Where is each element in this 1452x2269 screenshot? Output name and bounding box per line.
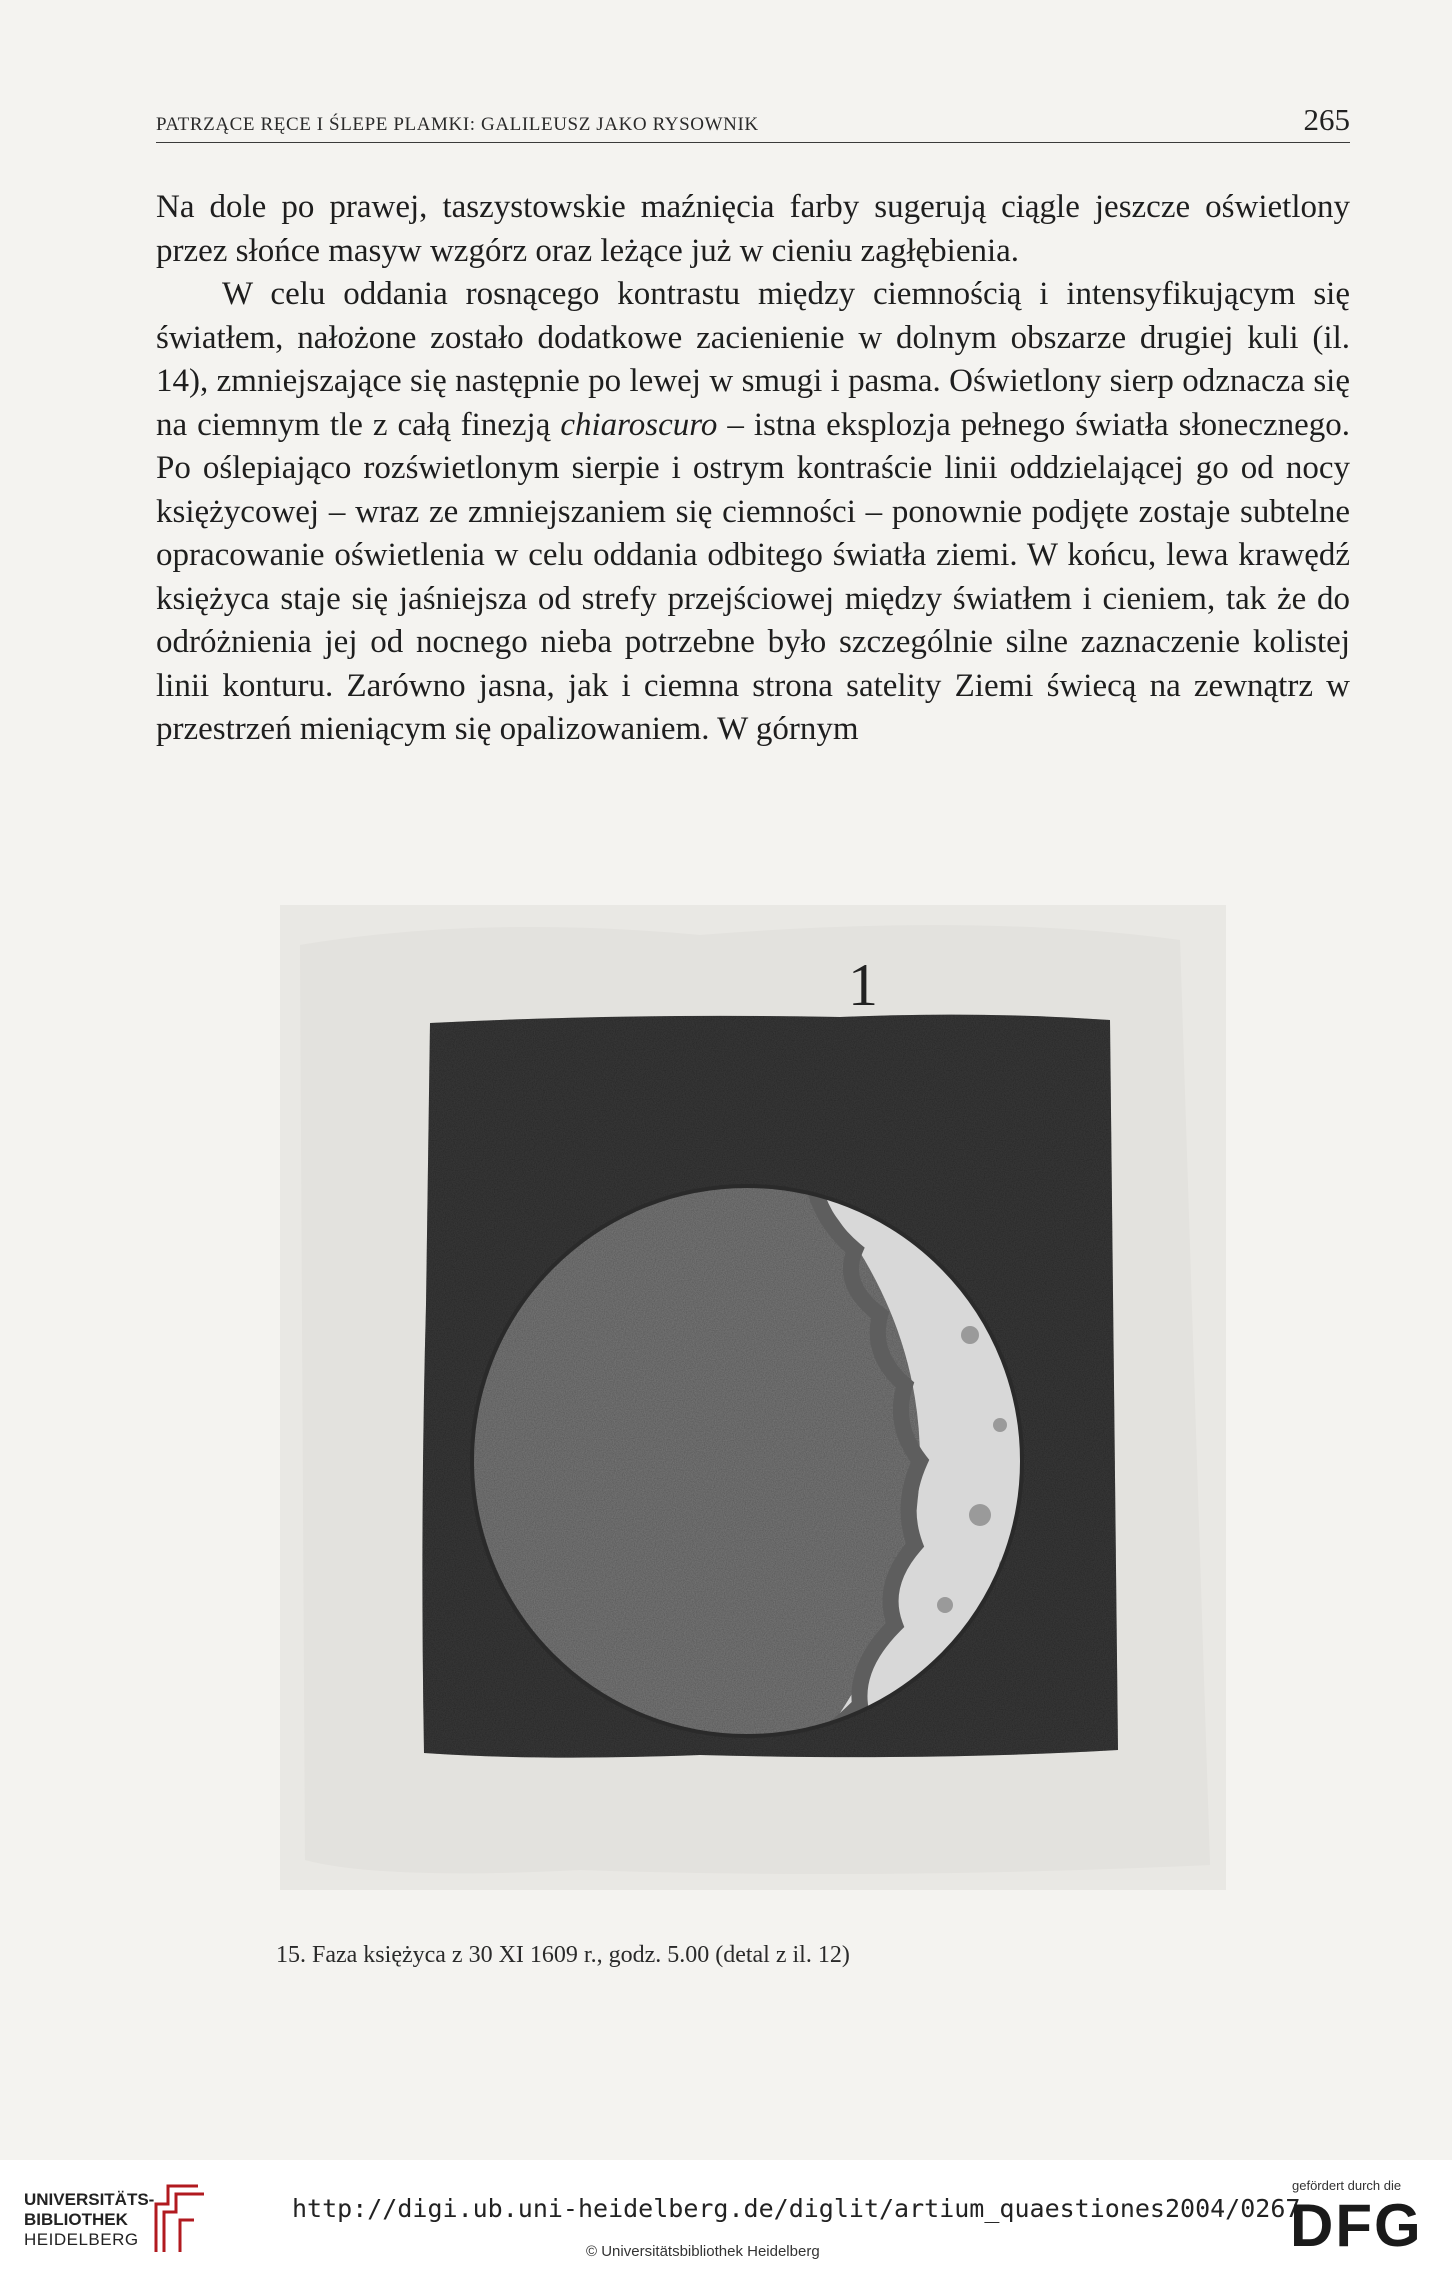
copyright-notice: © Universitätsbibliothek Heidelberg <box>586 2243 820 2260</box>
library-name <box>24 2190 154 2250</box>
digitization-footer <box>0 2160 1452 2269</box>
running-head <box>156 98 1350 143</box>
moon-drawing <box>280 905 1226 1890</box>
paragraph-2 <box>156 273 1350 752</box>
chiaroscuro-term: chiaroscuro <box>560 406 718 443</box>
running-head-title: PATRZĄCE RĘCE I ŚLEPE PLAMKI: GALILEUSZ JAKO RYSOWNIK <box>156 114 759 135</box>
paragraph-2-end: – istna eksplozja pełnego światła słonecznego. Po oślepiająco rozświetlonym sierpie i ostrym kontraście linii oddzielającej go od nocy księżycowej – wraz ze zmniejszaniem się ciemności – ponownie podjęte zostaje subtelne opracowanie oświetlenia w celu oddania odbitego światła ziemi. W końcu, lewa krawędź księżyca staje się jaśniejsza od strefy przejściowej między światłem i cieniem, tak że do odróżnienia jej od nocnego nieba potrzebne było szczególnie silne zaznaczenie kolistej linii konturu. Zarówno jasna, jak i ciemna strona satelity Ziemi świecą na zewnątrz w przestrzeń mieniącym się opalizowaniem. W górnym <box>156 406 1350 747</box>
figure-mark: 1 <box>848 952 878 1018</box>
paragraph-2-start: W celu oddania rosnącego kontrastu między ciemnością i intensyfikującym się światłem, nałożone zostało dodatkowe zacienienie w dolnym obszarze drugiej kuli (il. 14), zmniejszające się następnie po lewej w smugi i pasma. Oświetlony sierp odznacza się na ciemnym tle z całą finezją <box>156 276 1350 443</box>
funding-note: gefördert durch die <box>1292 2178 1402 2193</box>
library-name-line-2: BIBLIOTHEK <box>24 2210 128 2229</box>
library-name-line-1: UNIVERSITÄTS- <box>24 2190 155 2209</box>
permalink-url[interactable]: http://digi.ub.uni-heidelberg.de/diglit/artium_quaestiones2004/0267 <box>292 2194 1301 2223</box>
page-number: 265 <box>1303 102 1350 137</box>
figure-caption: 15. Faza księżyca z 30 XI 1609 r., godz. 5.00 (detal z il. 12) <box>276 1942 850 1968</box>
dfg-logo: DFG <box>1290 2192 1423 2259</box>
library-name-line-3: HEIDELBERG <box>24 2230 139 2249</box>
paragraph-1: Na dole po prawej, taszystowskie maźnięcia farby sugerują ciągle jeszcze oświetlony przez słońce masyw wzgórz oraz leżące już w cieniu zagłębienia. <box>156 189 1350 269</box>
moon-drawing-figure <box>280 905 1226 1890</box>
library-logo-icon <box>150 2178 210 2258</box>
body-text <box>156 186 1350 752</box>
